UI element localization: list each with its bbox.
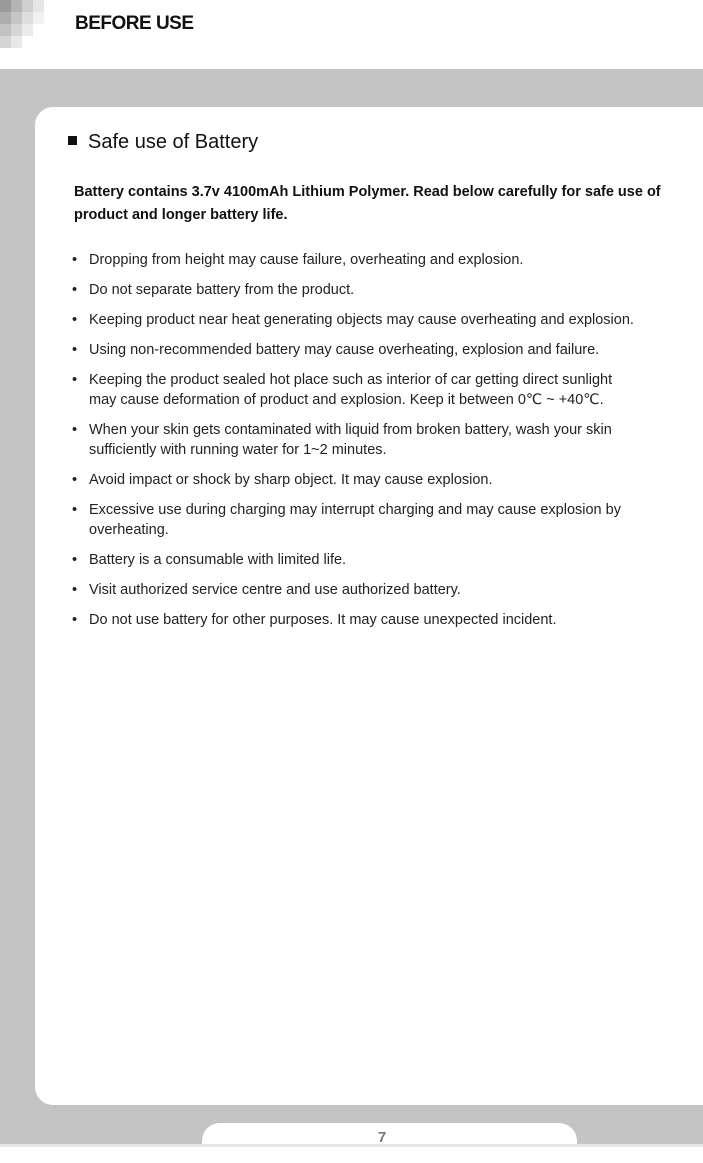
square-bullet-icon: [68, 136, 77, 145]
bullet-line: Keeping product near heat generating objects may cause overheating and explosion.: [89, 312, 634, 328]
bullet-line: Excessive use during charging may interrupt charging and may cause explosion by: [89, 502, 621, 518]
bullet-dot-icon: •: [72, 252, 78, 268]
bullet-dot-icon: •: [72, 282, 78, 298]
bullet-item: [72, 370, 703, 410]
bullet-line: may cause deformation of product and explosion. Keep it between 0℃ ~ +40℃.: [89, 392, 604, 408]
bullet-line: Dropping from height may cause failure, overheating and explosion.: [89, 252, 524, 268]
bullet-dot-icon: •: [72, 582, 78, 598]
bullet-dot-icon: •: [72, 612, 78, 628]
bullet-line: Visit authorized service centre and use authorized battery.: [89, 582, 461, 598]
bullet-item: [72, 470, 703, 490]
bullet-item: [72, 310, 703, 330]
header-logo: [0, 0, 46, 48]
safety-bullet-list: [72, 250, 703, 640]
bullet-dot-icon: •: [72, 342, 78, 358]
bullet-dot-icon: •: [72, 422, 78, 438]
bullet-dot-icon: •: [72, 312, 78, 328]
section-title-text: Safe use of Battery: [88, 131, 259, 153]
section-title: [68, 131, 258, 154]
bullet-line: Avoid impact or shock by sharp object. It may cause explosion.: [89, 472, 493, 488]
intro-line: Battery contains 3.7v 4100mAh Lithium Polymer. Read below carefully for safe use of: [74, 184, 661, 200]
bullet-dot-icon: •: [72, 472, 78, 488]
bullet-line: Keeping the product sealed hot place such as interior of car getting direct sunlight: [89, 372, 613, 388]
bullet-dot-icon: •: [72, 372, 78, 388]
bullet-item: [72, 610, 703, 630]
page-number: 7: [377, 1129, 387, 1146]
bullet-line: When your skin gets contaminated with liquid from broken battery, wash your skin: [89, 422, 612, 438]
bullet-line: overheating.: [89, 522, 169, 538]
bullet-line: Using non-recommended battery may cause overheating, explosion and failure.: [89, 342, 600, 358]
bullet-item: [72, 500, 703, 540]
intro-paragraph: [74, 181, 694, 227]
bullet-line: Do not use battery for other purposes. It may cause unexpected incident.: [89, 612, 557, 628]
bullet-item: [72, 550, 703, 570]
intro-line: product and longer battery life.: [74, 207, 288, 223]
bullet-line: Battery is a consumable with limited life.: [89, 552, 347, 568]
bullet-item: [72, 280, 703, 300]
bullet-item: [72, 580, 703, 600]
bullet-item: [72, 250, 703, 270]
bullet-line: sufficiently with running water for 1~2 minutes.: [89, 442, 387, 458]
bullet-item: [72, 340, 703, 360]
header-title: BEFORE USE: [75, 13, 194, 34]
bullet-dot-icon: •: [72, 502, 78, 518]
bullet-dot-icon: •: [72, 552, 78, 568]
bullet-item: [72, 420, 703, 460]
bullet-line: Do not separate battery from the product.: [89, 282, 355, 298]
